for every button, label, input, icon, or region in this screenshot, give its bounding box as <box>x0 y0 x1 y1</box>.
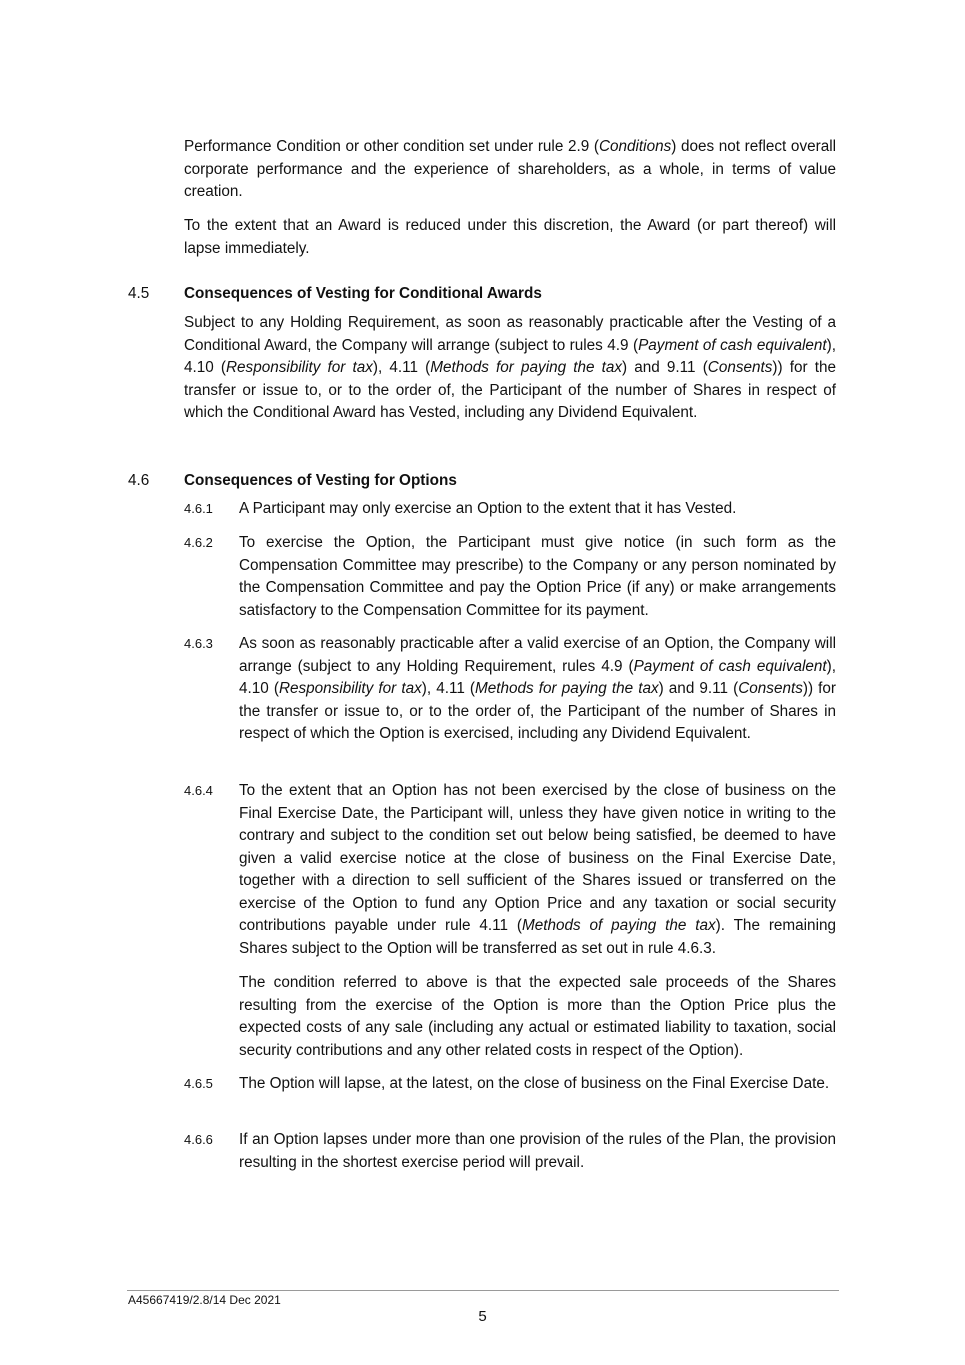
clause-text: To exercise the Option, the Participant must give notice (in such form as the Compensation Committee may prescribe) to the Company or any person nominated by the Compensation Committee and pay the Option Price (if any) or make arrangements satisfactory to the Compensation Committee for its payment. <box>239 534 836 619</box>
italic-ref: Methods for paying the tax <box>430 359 623 376</box>
text-segment: To the extent that an Option has not been exercised by the close of business on the Final Exercise Date, the Participant will, unless they have given notice in writing to the contrary and subject to the condition set out below being satisfied, be deemed to have given a valid exercise notice at the close of business on the Final Exercise Date, together with a direction to sell sufficient of the Shares issued or transferred on the exercise of the Option to fund any Option Price and any taxation or social security contributions payable under rule 4.11 ( <box>239 782 836 934</box>
text-segment: ) does not reflect overall corporate performance and the experience of shareholders, as a whole, in terms of value creation. <box>184 138 836 200</box>
italic-ref: Methods of paying the tax <box>522 917 716 934</box>
text-segment: ). The remaining Shares subject to the Option will be transferred as set out in rule 4.6.3. <box>239 917 836 957</box>
italic-ref: Methods for paying the tax <box>475 680 659 697</box>
clause-text: If an Option lapses under more than one provision of the rules of the Plan, the provision resulting in the shortest exercise period will prevail. <box>239 1131 836 1171</box>
clause-number: 4.6.2 <box>184 535 213 550</box>
clause-text: The Option will lapse, at the latest, on the close of business on the Final Exercise Date. <box>239 1075 830 1092</box>
italic-ref: Consents <box>738 680 803 697</box>
section-4-5-number: 4.5 <box>128 285 150 302</box>
text-segment: ), 4.11 ( <box>372 359 431 376</box>
text-segment: )) for the transfer or issue to, or to the order of, the Participant of the number of Shares in respect of which the Option is exercised, including any Dividend Equivalent. <box>239 680 836 742</box>
italic-ref: Responsibility for tax <box>226 359 373 376</box>
clause-number: 4.6.1 <box>184 501 213 516</box>
italic-ref: Payment of cash equivalent <box>633 657 827 675</box>
text-segment: As soon as reasonably practicable after a valid exercise of an Option, the Company will arrange (subject to any Holding Requirement, rules 4.9 ( <box>239 635 836 675</box>
text-segment: ) and 9.11 ( <box>622 359 708 376</box>
section-4-6-title: Consequences of Vesting for Options <box>184 472 457 489</box>
clause-text: A Participant may only exercise an Option to the extent that it has Vested. <box>239 500 737 517</box>
clause-continuation: The condition referred to above is that the expected sale proceeds of the Shares resulting from the exercise of the Option is more than the Option Price plus the expected costs of any sale (including any actual or estimated liability to taxation, social security contributions and any other related costs in respect of the Option). <box>239 974 836 1059</box>
footer-reference: A45667419/2.8/14 Dec 2021 <box>128 1293 281 1307</box>
continuation-paragraph-2: To the extent that an Award is reduced under this discretion, the Award (or part thereof) will lapse immediately. <box>184 217 836 257</box>
clause-number: 4.6.6 <box>184 1132 213 1147</box>
italic-ref: Payment of cash equivalent <box>638 336 827 354</box>
text-segment: )) for the transfer or issue to, or to the order of, the Participant of the number of Shares in respect of which the Conditional Award has Vested, including any Dividend Equivalent. <box>184 359 836 421</box>
text-segment: ), 4.10 ( <box>239 657 836 697</box>
italic-ref: Responsibility for tax <box>278 680 422 697</box>
clause-number: 4.6.4 <box>184 783 213 798</box>
section-4-5-title: Consequences of Vesting for Conditional Awards <box>184 285 542 302</box>
clause-number: 4.6.5 <box>184 1076 213 1091</box>
italic-ref: Consents <box>707 359 773 376</box>
text-segment: Subject to any Holding Requirement, as soon as reasonably practicable after the Vesting of a Conditional Award, the Company will arrange (subject to rules 4.9 ( <box>184 314 836 354</box>
footer-divider <box>127 1290 839 1291</box>
clause-text <box>239 633 836 746</box>
text-segment: ) and 9.11 ( <box>658 680 739 697</box>
clause-number: 4.6.3 <box>184 636 213 651</box>
page-number: 5 <box>478 1308 487 1325</box>
text-segment: Performance Condition or other condition set under rule 2.9 ( <box>184 138 599 155</box>
section-4-6-number: 4.6 <box>128 472 150 489</box>
text-segment: ), 4.11 ( <box>421 680 476 697</box>
clause-text <box>239 780 836 960</box>
continuation-paragraph-1 <box>184 136 836 204</box>
italic-ref: Conditions <box>598 138 672 155</box>
text-segment: ), 4.10 ( <box>184 336 836 376</box>
section-4-5-body <box>184 312 836 425</box>
